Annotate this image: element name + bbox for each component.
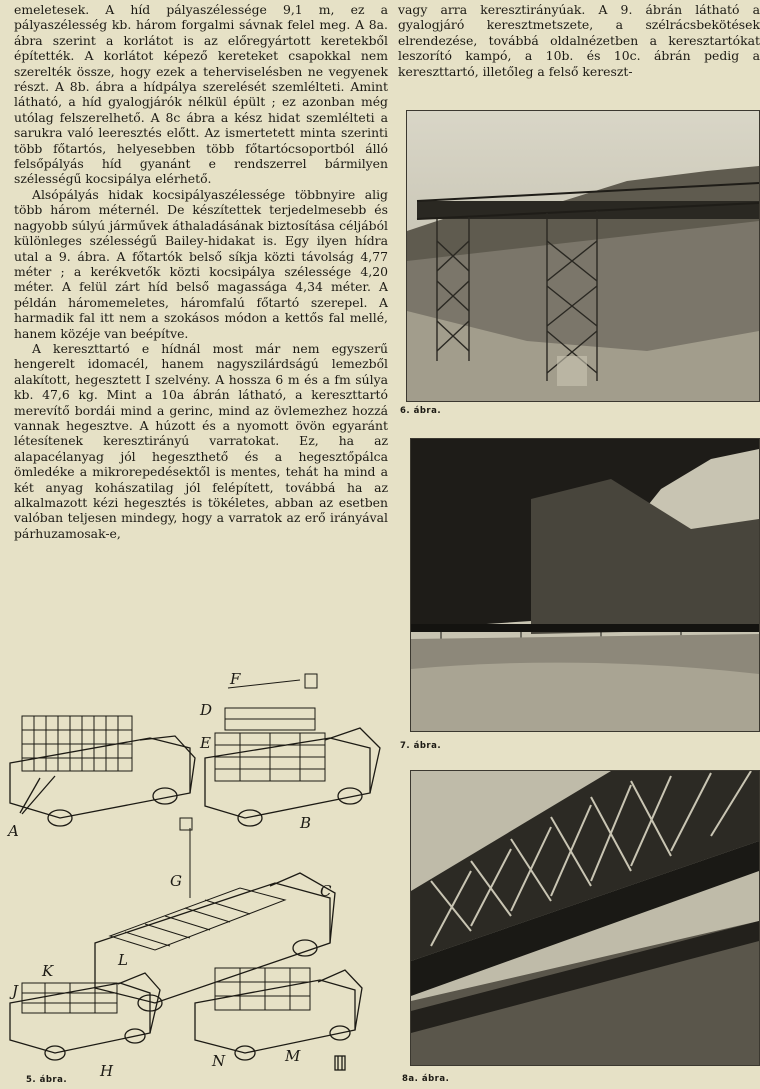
right-paragraph: vagy arra keresztirányúak. A 9. ábrán látható a gyalogjáró keresztmetszete, a szélrácsbekötések elrendezése, továbbá oldalnézetben a keresztartókat leszorító kampó, a 10b. és 10c. ábrán pedig a kereszttartó, illetőleg a felső kereszt- (398, 2, 760, 79)
right-text-column (398, 2, 760, 79)
label-a: A (8, 822, 19, 840)
truck-loading-diagram (0, 668, 395, 1085)
paragraph-1: emeletesek. A híd pályaszélessége 9,1 m, ez a pályaszélesség kb. három forgalmi sávnak felel meg. A 8a. ábra szerint a korlátot is az előregyártott keretekből építették. A korlátot képező kereteket csapokkal nem szerelték össze, hogy ezek a teherviselésben ne vegyenek részt. A 8b. ábra a hídpálya szerelését szemlélteti. Amint látható, a híd gyalogjárók nélkül épült ; ez azonban még utólag felszerelhető. A 8c ábra a kész hidat szemlélteti a sarukra való leeresztés előtt. Az ismertetett minta szerinti több főtartós, helyesebben több főtartócsoportból álló felsőpályás híd gyanánt e rendszerrel bármilyen szélességű kocsipálya elérhető. (14, 2, 388, 187)
label-g: G (170, 872, 182, 890)
label-c: C (320, 882, 332, 900)
label-k: K (42, 962, 54, 980)
label-m: M (285, 1047, 301, 1065)
label-e: E (200, 734, 211, 752)
label-d: D (200, 701, 213, 719)
label-f: F (230, 670, 241, 688)
label-l: L (118, 951, 128, 969)
label-b: B (300, 814, 312, 832)
figure-5-caption: 5. ábra. (26, 1075, 68, 1085)
label-n: N (212, 1052, 226, 1070)
bridge-trestle-image (407, 111, 759, 401)
figure-6-photo (406, 110, 760, 402)
mountain-bridge-image (411, 439, 759, 731)
paragraph-2: Alsópályás hidak kocsipályaszélessége többnyire alig több három méternél. De készítettek terjedelmesebb és nagyobb súlyú járművek áthaladásának biztosítása céljából különleges szélességű Bailey-hidakat is. Egy ilyen hídra utal a 9. ábra. A főtartók belső síkja közti távolság 4,77 méter ; a kerékvetők közti kocsipálya szélessége 4,20 méter. A felül zárt híd belső magassága 4,34 méter. A példán háromemeletes, háromfalú főtartó szerepel. A harmadik fal itt nem a szokásos módon a kettős fal mellé, hanem közéje van beépítve. (14, 186, 388, 341)
figure-7-photo (410, 438, 760, 732)
figure-5-drawing (0, 668, 395, 1085)
label-j: J (12, 982, 19, 1000)
paragraph-3: A kereszttartó e hídnál most már nem egyszerű hengerelt idomacél, hanem nagyszilárdságú lemezből alakított, hegesztett I szelvény. A hossza 6 m és a fm súlya kb. 47,6 kg. Mint a 10a ábrán látható, a kereszttartó merevítő bordái mind a gerinc, mind az övlemezhez hozzá vannak hegesztve. A húzott és a nyomott övön egyaránt létesítenek keresztirányú varratokat. Ez, ha az alapacélanyag jól hegeszthető és a hegesztőpálca ömledéke a mikrorepedésektől is mentes, tehát ha mind a két anyag kohászatilag jól felépített, továbbá ha az alkalmazott kézi hegesztés is tökéletes, abban az esetben valóban teljesen mindegy, hogy a varratok az erő irányával párhuzamosak-e, (14, 340, 388, 541)
truss-bridge-image (411, 771, 759, 1065)
figure-7-caption: 7. ábra. (400, 741, 442, 751)
figure-8a-photo (410, 770, 760, 1066)
figure-8a-caption: 8a. ábra. (402, 1074, 450, 1084)
figure-6-caption: 6. ábra. (400, 406, 442, 416)
left-text-column (14, 2, 388, 541)
label-h: H (100, 1062, 114, 1080)
